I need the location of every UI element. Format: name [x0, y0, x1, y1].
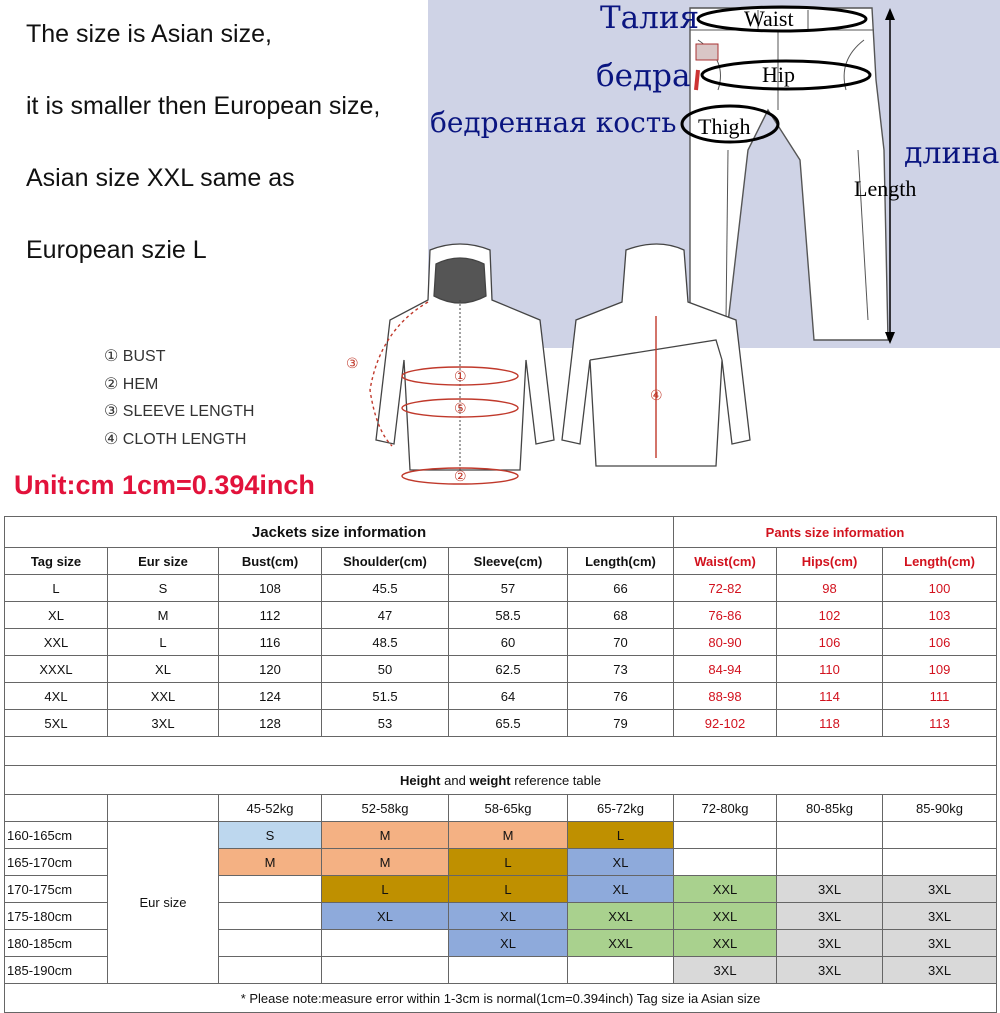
ru-hip-label: бедра — [596, 58, 691, 94]
header-cell: Length(cm) — [883, 548, 997, 575]
size-cell: 57 — [449, 575, 568, 602]
header-cell: Waist(cm) — [674, 548, 777, 575]
size-cell: 124 — [219, 683, 322, 710]
size-recommendation-cell: M — [322, 822, 449, 849]
weight-header: 85-90kg — [883, 795, 997, 822]
weight-header: 72-80kg — [674, 795, 777, 822]
size-cell: XXL — [108, 683, 219, 710]
height-row — [5, 822, 997, 849]
size-cell: 76-86 — [674, 602, 777, 629]
footnote: * Please note:measure error within 1-3cm is normal(1cm=0.394inch) Tag size ia Asian size — [5, 984, 997, 1013]
size-recommendation-cell — [883, 849, 997, 876]
size-cell: 109 — [883, 656, 997, 683]
legend-length — [104, 429, 246, 449]
header-cell: Shoulder(cm) — [322, 548, 449, 575]
size-cell: XXL — [5, 629, 108, 656]
size-cell: 45.5 — [322, 575, 449, 602]
header-cell: Tag size — [5, 548, 108, 575]
size-cell: 102 — [777, 602, 883, 629]
size-cell: 4XL — [5, 683, 108, 710]
intro-line-2: it is smaller then European size, — [26, 92, 381, 120]
blank-cell — [108, 795, 219, 822]
size-cell: 60 — [449, 629, 568, 656]
header-cell: Eur size — [108, 548, 219, 575]
marker-length: ④ — [650, 388, 663, 404]
legend-label: HEM — [122, 376, 159, 393]
size-cell: 76 — [568, 683, 674, 710]
weight-header: 52-58kg — [322, 795, 449, 822]
size-cell: 108 — [219, 575, 322, 602]
size-cell: 118 — [777, 710, 883, 737]
size-recommendation-cell: 3XL — [777, 876, 883, 903]
size-cell: 68 — [568, 602, 674, 629]
legend-hem — [104, 374, 158, 394]
size-cell: 128 — [219, 710, 322, 737]
size-cell: 72-82 — [674, 575, 777, 602]
size-cell: 111 — [883, 683, 997, 710]
size-recommendation-cell — [674, 849, 777, 876]
intro-line-4: European szie L — [26, 236, 207, 264]
unit-note: Unit:cm 1cm=0.394inch — [14, 470, 315, 500]
size-cell: M — [108, 602, 219, 629]
size-recommendation-cell: L — [322, 876, 449, 903]
size-cell: 70 — [568, 629, 674, 656]
size-recommendation-cell: L — [449, 849, 568, 876]
header-cell: Bust(cm) — [219, 548, 322, 575]
hip-label: Hip — [762, 62, 795, 87]
size-cell: L — [108, 629, 219, 656]
size-recommendation-cell: XL — [449, 930, 568, 957]
size-cell: 58.5 — [449, 602, 568, 629]
hw-title-rest: reference table — [514, 772, 601, 788]
legend-num: ② — [104, 376, 119, 393]
weight-header: 58-65kg — [449, 795, 568, 822]
legend-label: CLOTH LENGTH — [122, 431, 247, 448]
size-recommendation-cell: XXL — [674, 903, 777, 930]
size-recommendation-cell: M — [449, 822, 568, 849]
jackets-title: Jackets size information — [5, 517, 674, 548]
marker-bust: ① — [454, 369, 467, 385]
size-cell: 64 — [449, 683, 568, 710]
legend-bust — [104, 346, 165, 366]
size-cell: 48.5 — [322, 629, 449, 656]
size-cell: 92-102 — [674, 710, 777, 737]
size-cell: 84-94 — [674, 656, 777, 683]
size-row — [5, 575, 997, 602]
size-row — [5, 629, 997, 656]
size-recommendation-cell: XXL — [674, 876, 777, 903]
size-recommendation-cell: 3XL — [883, 930, 997, 957]
height-label: 165-170cm — [5, 849, 108, 876]
size-recommendation-cell: L — [449, 876, 568, 903]
height-label: 175-180cm — [5, 903, 108, 930]
marker-hem: ② — [454, 469, 467, 485]
size-cell: 47 — [322, 602, 449, 629]
size-row — [5, 656, 997, 683]
size-cell: 106 — [883, 629, 997, 656]
waist-label: Waist — [744, 6, 794, 31]
size-cell: XL — [5, 602, 108, 629]
size-recommendation-cell — [883, 822, 997, 849]
spacer-row — [5, 737, 997, 766]
size-cell: 98 — [777, 575, 883, 602]
height-label: 180-185cm — [5, 930, 108, 957]
intro-line-3: Asian size XXL same as — [26, 164, 295, 192]
hw-title — [5, 766, 997, 795]
size-recommendation-cell: M — [219, 849, 322, 876]
size-recommendation-cell — [219, 876, 322, 903]
size-cell: 65.5 — [449, 710, 568, 737]
blank-cell — [5, 795, 108, 822]
size-recommendation-cell: M — [322, 849, 449, 876]
size-recommendation-cell — [219, 930, 322, 957]
intro-line-1: The size is Asian size, — [26, 20, 272, 48]
size-cell: 88-98 — [674, 683, 777, 710]
size-cell: 53 — [322, 710, 449, 737]
size-recommendation-cell — [322, 957, 449, 984]
size-recommendation-cell: XL — [568, 849, 674, 876]
size-cell: XXXL — [5, 656, 108, 683]
height-label: 170-175cm — [5, 876, 108, 903]
size-cell: 114 — [777, 683, 883, 710]
size-recommendation-cell: S — [219, 822, 322, 849]
size-recommendation-cell: 3XL — [883, 957, 997, 984]
size-recommendation-cell — [777, 849, 883, 876]
marker-sleeve: ③ — [346, 356, 359, 372]
size-cell: 79 — [568, 710, 674, 737]
height-label: 185-190cm — [5, 957, 108, 984]
hw-title-weight: weight — [469, 772, 511, 788]
size-cell: 3XL — [108, 710, 219, 737]
height-label: 160-165cm — [5, 822, 108, 849]
size-cell: 66 — [568, 575, 674, 602]
size-table — [4, 516, 997, 1013]
size-recommendation-cell: XL — [449, 903, 568, 930]
header-cell: Length(cm) — [568, 548, 674, 575]
size-recommendation-cell — [674, 822, 777, 849]
size-row — [5, 602, 997, 629]
header-cell: Sleeve(cm) — [449, 548, 568, 575]
size-recommendation-cell: L — [568, 822, 674, 849]
size-recommendation-cell — [219, 957, 322, 984]
size-cell: 110 — [777, 656, 883, 683]
size-recommendation-cell: XXL — [568, 903, 674, 930]
legend-label: SLEEVE LENGTH — [122, 403, 255, 420]
size-recommendation-cell: 3XL — [674, 957, 777, 984]
thigh-label: Thigh — [698, 114, 751, 139]
legend-sleeve — [104, 401, 254, 421]
size-recommendation-cell: XL — [568, 876, 674, 903]
legend-num: ③ — [104, 403, 119, 420]
size-recommendation-cell: 3XL — [777, 930, 883, 957]
size-cell: 50 — [322, 656, 449, 683]
pants-title: Pants size information — [674, 517, 997, 548]
hw-title-and: and — [444, 772, 466, 788]
size-cell: 120 — [219, 656, 322, 683]
size-recommendation-cell: 3XL — [883, 903, 997, 930]
legend-num: ④ — [104, 431, 119, 448]
jacket-illustration — [340, 240, 760, 492]
size-recommendation-cell: XXL — [674, 930, 777, 957]
size-cell: S — [108, 575, 219, 602]
size-cell: 80-90 — [674, 629, 777, 656]
weight-header: 45-52kg — [219, 795, 322, 822]
size-recommendation-cell — [322, 930, 449, 957]
marker-five: ⑤ — [454, 401, 467, 417]
size-row — [5, 710, 997, 737]
size-cell: 116 — [219, 629, 322, 656]
size-cell: 106 — [777, 629, 883, 656]
size-row — [5, 683, 997, 710]
size-cell: 62.5 — [449, 656, 568, 683]
size-cell: 100 — [883, 575, 997, 602]
size-recommendation-cell: 3XL — [777, 903, 883, 930]
length-label: Length — [854, 176, 917, 201]
size-recommendation-cell — [449, 957, 568, 984]
size-cell: 112 — [219, 602, 322, 629]
size-cell: L — [5, 575, 108, 602]
size-cell: 51.5 — [322, 683, 449, 710]
ru-length-label: длина — [904, 136, 1000, 171]
size-cell: 5XL — [5, 710, 108, 737]
size-recommendation-cell — [219, 903, 322, 930]
weight-header: 80-85kg — [777, 795, 883, 822]
weight-header: 65-72kg — [568, 795, 674, 822]
header-cell: Hips(cm) — [777, 548, 883, 575]
size-cell: 73 — [568, 656, 674, 683]
size-recommendation-cell — [777, 822, 883, 849]
size-cell: 103 — [883, 602, 997, 629]
size-recommendation-cell: XL — [322, 903, 449, 930]
size-recommendation-cell: XXL — [568, 930, 674, 957]
hw-title-height: Height — [400, 772, 441, 788]
size-cell: 113 — [883, 710, 997, 737]
legend-num: ① — [104, 348, 119, 365]
eur-size-label: Eur size — [108, 822, 219, 984]
size-recommendation-cell — [568, 957, 674, 984]
ru-thigh-label: бедренная кость — [430, 106, 677, 139]
size-recommendation-cell: 3XL — [777, 957, 883, 984]
legend-label: BUST — [122, 348, 166, 365]
size-recommendation-cell: 3XL — [883, 876, 997, 903]
size-cell: XL — [108, 656, 219, 683]
ru-waist-label: Талия — [600, 0, 700, 36]
